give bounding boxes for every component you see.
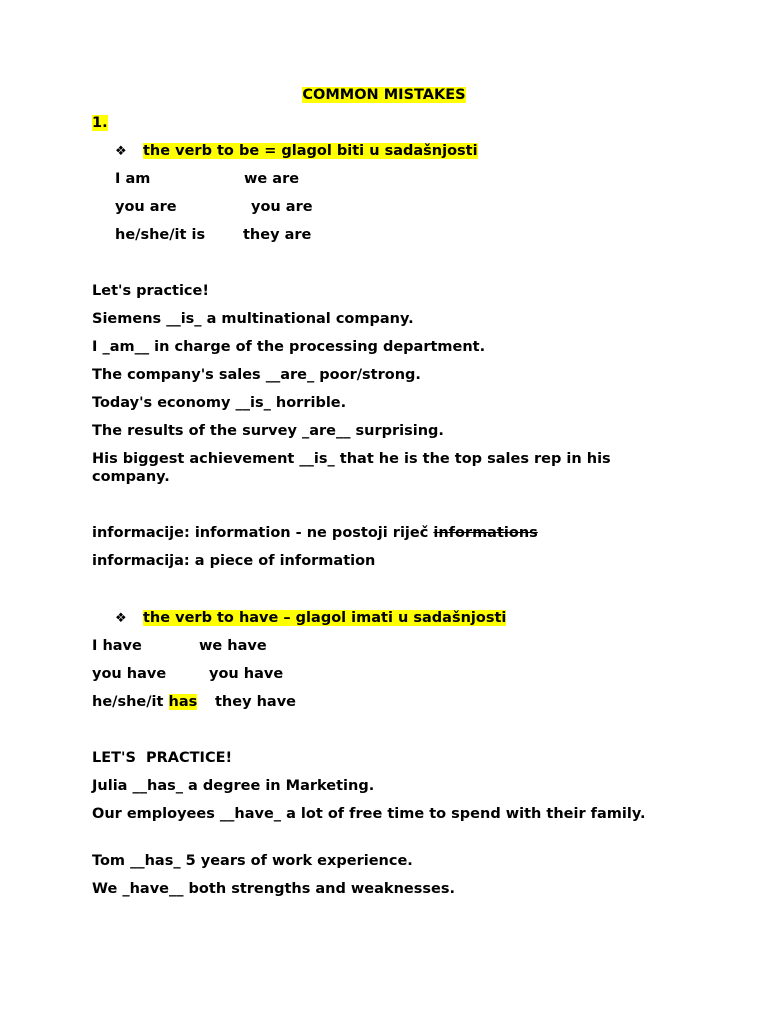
information-note-text: informacije: information - ne postoji riječ [92, 525, 434, 541]
have-row-2-singular: you have [92, 666, 167, 682]
diamond-bullet-icon: ❖ [115, 611, 127, 626]
section-number [92, 114, 108, 132]
be-heading [115, 142, 478, 161]
be-sentence-4: Today's economy __is_ horrible. [92, 395, 347, 411]
diamond-bullet-icon: ❖ [115, 144, 127, 159]
be-sentence-3: The company's sales __are_ poor/strong. [92, 367, 421, 383]
struck-word: informations [433, 525, 538, 541]
have-row-1-plural: we have [199, 638, 267, 654]
have-heading [115, 609, 506, 628]
be-sentence-5: The results of the survey _are__ surprising. [92, 423, 444, 439]
page-title [0, 86, 768, 104]
be-row-2-plural: you are [251, 199, 313, 215]
information-note-line-2: informacija: a piece of information [92, 553, 376, 569]
have-sentence-3: Tom __has_ 5 years of work experience. [92, 853, 413, 869]
have-row-3-prefix: he/she/it [92, 694, 169, 710]
has-highlight: has [168, 694, 198, 710]
be-sentence-6: His biggest achievement __is_ that he is the top sales rep in his company. [92, 451, 611, 485]
be-row-3-singular: he/she/it is [115, 227, 206, 243]
information-note-line-1 [92, 524, 538, 542]
have-sentence-1: Julia __has_ a degree in Marketing. [92, 778, 375, 794]
be-row-1-singular: I am [115, 171, 151, 187]
be-heading-text: the verb to be = glagol biti u sadašnjosti [143, 143, 478, 159]
be-row-2-singular: you are [115, 199, 177, 215]
have-practice-heading: LET'S PRACTICE! [92, 750, 233, 766]
be-practice-heading: Let's practice! [92, 283, 209, 299]
have-row-1-singular: I have [92, 638, 142, 654]
be-sentence-1: Siemens __is_ a multinational company. [92, 311, 414, 327]
have-sentence-2: Our employees __have_ a lot of free time to spend with their family. [92, 806, 646, 822]
have-sentence-4: We _have__ both strengths and weaknesses. [92, 881, 455, 897]
be-row-1-plural: we are [244, 171, 300, 187]
be-sentence-2: I _am__ in charge of the processing department. [92, 339, 486, 355]
have-row-3-singular [92, 693, 197, 711]
have-row-3-plural: they have [215, 694, 296, 710]
page-title-text: COMMON MISTAKES [302, 87, 466, 103]
have-row-2-plural: you have [209, 666, 284, 682]
section-number-text: 1. [92, 115, 108, 131]
have-heading-text: the verb to have – glagol imati u sadašnjosti [143, 610, 507, 626]
be-row-3-plural: they are [243, 227, 312, 243]
